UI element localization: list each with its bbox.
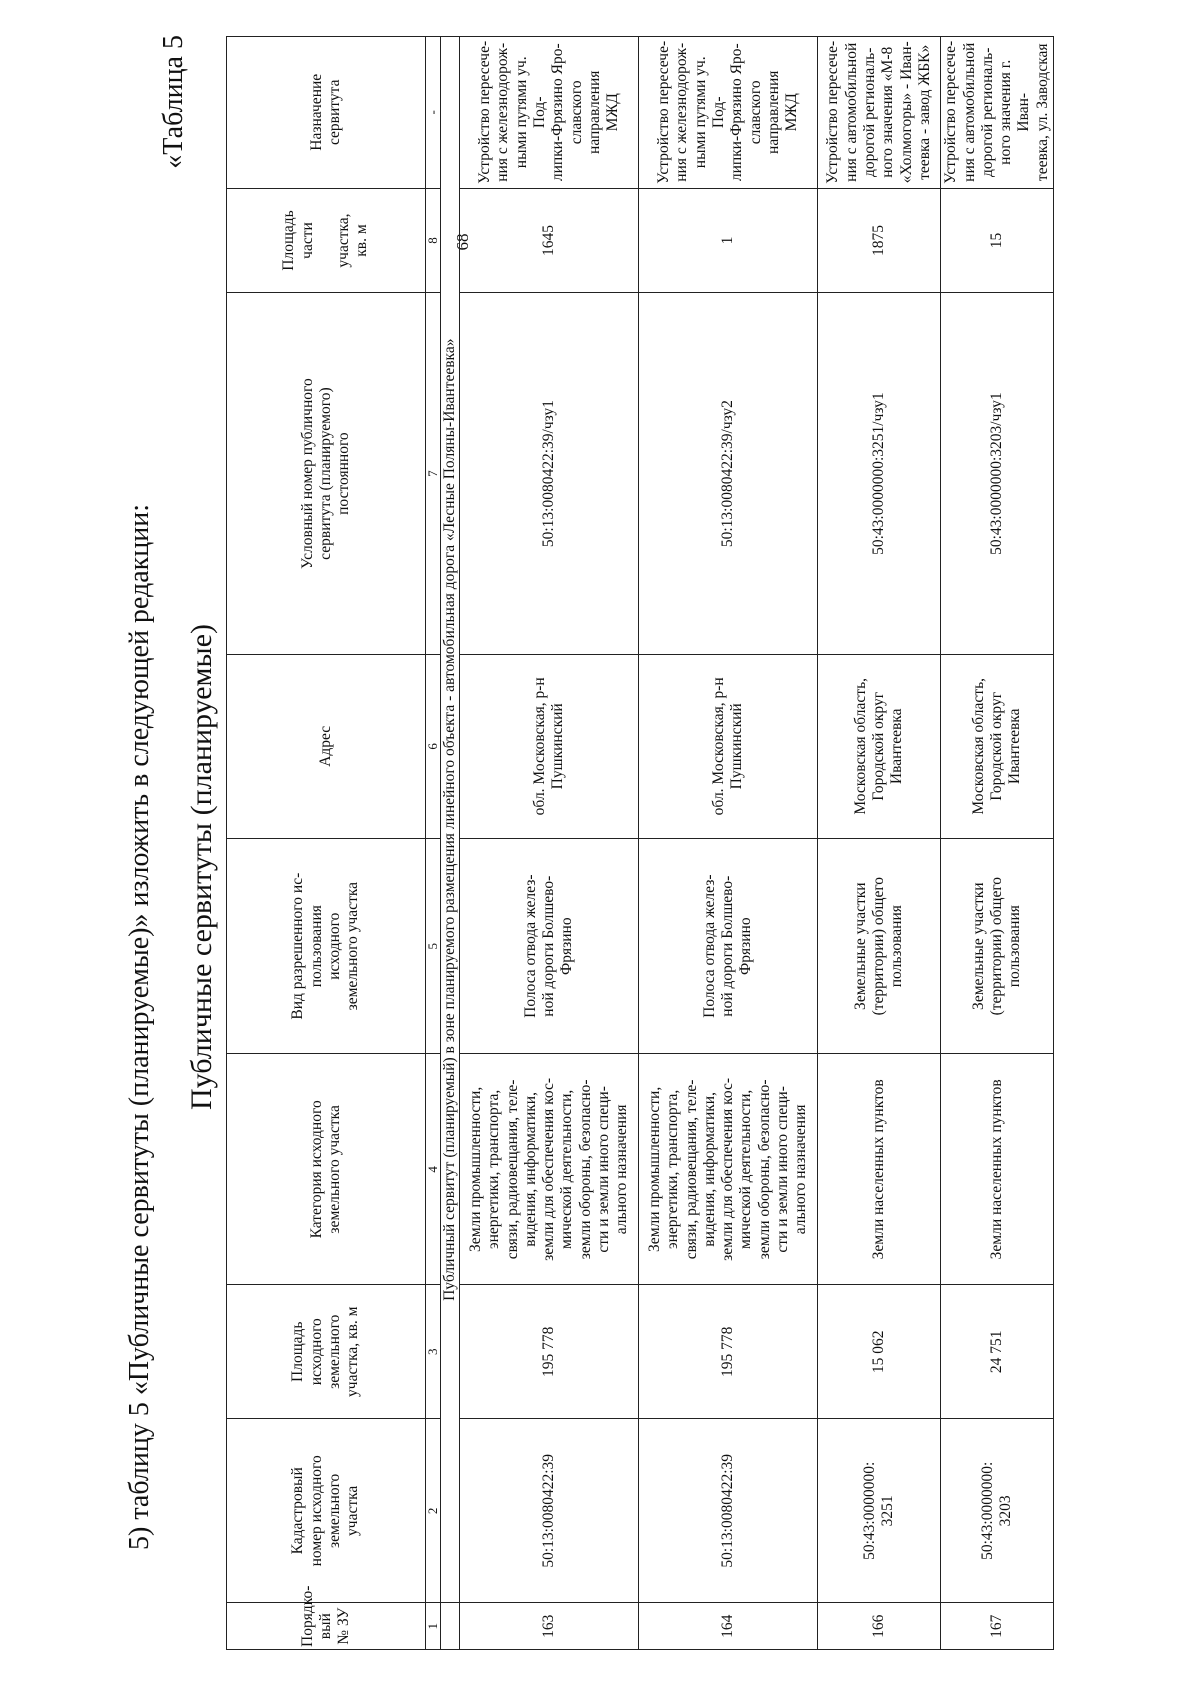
column-number-row (426, 37, 441, 1650)
column-number: 7 (426, 293, 441, 654)
address: обл. Московская, р-н Пушкинский (460, 654, 639, 838)
permitted-use: Земельные участки (территории) общего пользования (941, 838, 1054, 1054)
plot-area: 195 778 (639, 1285, 818, 1419)
row-number: 163 (460, 1603, 639, 1650)
column-number: 8 (426, 188, 441, 293)
column-number: 5 (426, 838, 441, 1054)
servitude-number: 50:43:0000000:3203/чзу1 (941, 293, 1054, 654)
part-area: 1 (639, 188, 818, 293)
header-cell: Назначение сервитута (227, 37, 426, 189)
column-number: - (426, 37, 441, 189)
cadastral-number: 50:43:0000000: 3203 (941, 1419, 1054, 1603)
header-cell: Адрес (227, 654, 426, 838)
header-cell: Порядко- вый № ЗУ (227, 1603, 426, 1650)
plot-area: 15 062 (818, 1285, 941, 1419)
servitude-number: 50:13:0080422:39/чзу1 (460, 293, 639, 654)
cadastral-number: 50:13:0080422:39 (639, 1419, 818, 1603)
table-row (460, 37, 639, 1650)
column-number: 6 (426, 654, 441, 838)
address: Московская область, Городской округ Ивантеевка (818, 654, 941, 838)
page-number: 68 (453, 233, 472, 251)
table-heading: Публичные сервитуты (планируемые) (185, 623, 218, 1111)
address: Московская область, Городской округ Ивантеевка (941, 654, 1054, 838)
cadastral-number: 50:43:0000000: 3251 (818, 1419, 941, 1603)
permitted-use: Полоса отвода желез- ной дороги Болшево- Фрязино (639, 838, 818, 1054)
header-cell: Площадь части участка, кв. м (227, 188, 426, 293)
header-row (227, 37, 426, 1650)
servitude-purpose: Устройство пересече- ния с железнодорож- ными путями уч. Под- липки-Фрязино Яро- славского направления МЖД (460, 37, 639, 189)
permitted-use: Земельные участки (территории) общего пользования (818, 838, 941, 1054)
header-cell: Условный номер публичного сервитута (планируемого) постоянного (227, 293, 426, 654)
header-cell: Площадь исходного земельного участка, кв. м (227, 1285, 426, 1419)
servitude-purpose: Устройство пересече- ния с автомобильной дорогой региональ- ного значения «М-8 «Холмогоры» - Иван- теевка - завод ЖБК» (818, 37, 941, 189)
header-cell: Вид разрешенного ис- пользования исходного земельного участка (227, 838, 426, 1054)
table-row (818, 37, 941, 1650)
column-number: 3 (426, 1285, 441, 1419)
cadastral-number: 50:13:0080422:39 (460, 1419, 639, 1603)
column-number: 2 (426, 1419, 441, 1603)
table-label: «Таблица 5 (158, 35, 189, 169)
table-row (639, 37, 818, 1650)
row-number: 167 (941, 1603, 1054, 1650)
row-number: 164 (639, 1603, 818, 1650)
column-number: 1 (426, 1603, 441, 1650)
part-area: 1645 (460, 188, 639, 293)
land-category: Земли населенных пунктов (818, 1054, 941, 1285)
land-category: Земли промышленности, энергетики, транспорта, связи, радиовещания, теле- видения, информатики, земли для обеспечения кос- мической деятельности, земли обороны, безопасно- сти и земли иного специ- ального назначения (639, 1054, 818, 1285)
header-cell: Категория исходного земельного участка (227, 1054, 426, 1285)
plot-area: 24 751 (941, 1285, 1054, 1419)
servitudes-table (226, 36, 1054, 1650)
permitted-use: Полоса отвода желез- ной дороги Болшево- Фрязино (460, 838, 639, 1054)
servitude-purpose: Устройство пересече- ния с автомобильной дорогой региональ- ного значения г. Иван- теевка, ул. Заводская (941, 37, 1054, 189)
land-category: Земли промышленности, энергетики, транспорта, связи, радиовещания, теле- видения, информатики, земли для обеспечения кос- мической деятельности, земли обороны, безопасно- сти и земли иного специ- ального назначения (460, 1054, 639, 1285)
row-number: 166 (818, 1603, 941, 1650)
plot-area: 195 778 (460, 1285, 639, 1419)
column-number: 4 (426, 1054, 441, 1285)
part-area: 15 (941, 188, 1054, 293)
servitude-number: 50:13:0080422:39/чзу2 (639, 293, 818, 654)
servitude-number: 50:43:0000000:3251/чзу1 (818, 293, 941, 654)
header-cell: Кадастровый номер исходного земельного участка (227, 1419, 426, 1603)
section-row (441, 37, 460, 1650)
section-spacer (441, 1603, 460, 1650)
part-area: 1875 (818, 188, 941, 293)
section-title: Публичный сервитут (планируемый) в зоне планируемого размещения линейного объекта - автомобильная дорога «Лесные Поляны-Ивантеевка» (441, 37, 460, 1603)
intro-text: 5) таблицу 5 «Публичные сервитуты (планируемые)» изложить в следующей редакции: (124, 504, 155, 1550)
table-row (941, 37, 1054, 1650)
address: обл. Московская, р-н Пушкинский (639, 654, 818, 838)
servitude-purpose: Устройство пересече- ния с железнодорож- ными путями уч. Под- липки-Фрязино Яро- славского направления МЖД (639, 37, 818, 189)
land-category: Земли населенных пунктов (941, 1054, 1054, 1285)
